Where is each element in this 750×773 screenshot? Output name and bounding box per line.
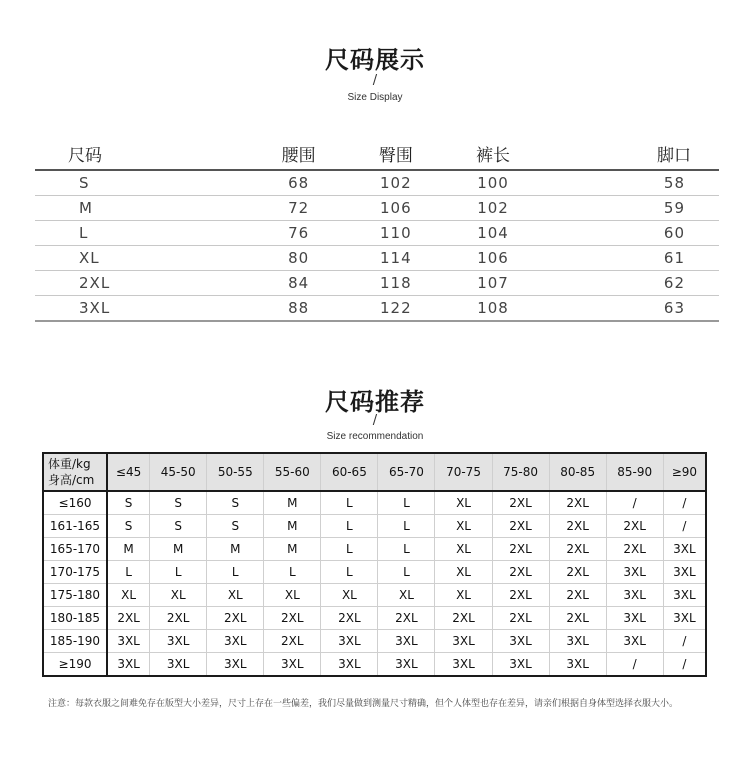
measurement-cell: 102 <box>444 196 541 221</box>
weight-range-header: 80-85 <box>549 453 606 491</box>
measurement-cell: 59 <box>542 196 719 221</box>
measurement-cell: 58 <box>542 170 719 196</box>
recommended-size-cell: L <box>321 515 378 538</box>
measurement-cell: 62 <box>542 271 719 296</box>
weight-range-header: 75-80 <box>492 453 549 491</box>
table-row <box>35 196 719 221</box>
recommended-size-cell: 3XL <box>492 653 549 677</box>
measurement-cell: 63 <box>542 296 719 322</box>
recommended-size-cell: XL <box>378 584 435 607</box>
weight-range-header: 45-50 <box>150 453 207 491</box>
measurement-cell: 84 <box>250 271 347 296</box>
recommendation-header-row <box>43 453 706 491</box>
size-recommendation-slash: / <box>372 413 378 428</box>
height-range-cell: 180-185 <box>43 607 107 630</box>
recommended-size-cell: 2XL <box>378 607 435 630</box>
size-recommendation-table <box>42 452 707 677</box>
measurement-cell: 118 <box>347 271 444 296</box>
weight-range-header: ≤45 <box>107 453 150 491</box>
measurement-cell: 76 <box>250 221 347 246</box>
recommended-size-cell: 3XL <box>606 630 663 653</box>
recommended-size-cell: L <box>378 491 435 515</box>
recommended-size-cell: 2XL <box>207 607 264 630</box>
recommended-size-cell: 2XL <box>549 515 606 538</box>
recommended-size-cell: XL <box>150 584 207 607</box>
recommended-size-cell: 2XL <box>492 515 549 538</box>
recommended-size-cell: S <box>150 491 207 515</box>
recommended-size-cell: L <box>150 561 207 584</box>
recommended-size-cell: 3XL <box>207 630 264 653</box>
measurement-cell: 106 <box>444 246 541 271</box>
size-label-cell: M <box>35 196 250 221</box>
weight-range-header: 85-90 <box>606 453 663 491</box>
height-range-cell: 161-165 <box>43 515 107 538</box>
size-recommendation-title: 尺码推荐 <box>325 388 425 416</box>
measurement-cell: 104 <box>444 221 541 246</box>
recommended-size-cell: 3XL <box>435 630 492 653</box>
measurement-cell: 106 <box>347 196 444 221</box>
table-row <box>35 296 719 322</box>
recommended-size-cell: XL <box>435 491 492 515</box>
recommended-size-cell: S <box>207 491 264 515</box>
corner-header <box>43 453 107 491</box>
recommended-size-cell: 2XL <box>150 607 207 630</box>
recommended-size-cell: 2XL <box>492 607 549 630</box>
measurement-cell: 68 <box>250 170 347 196</box>
recommended-size-cell: 2XL <box>549 491 606 515</box>
display-column-header: 腰围 <box>250 137 347 170</box>
recommended-size-cell: XL <box>435 515 492 538</box>
recommended-size-cell: L <box>207 561 264 584</box>
recommended-size-cell: / <box>663 515 706 538</box>
recommended-size-cell: 3XL <box>264 653 321 677</box>
table-row <box>43 653 706 677</box>
recommended-size-cell: 3XL <box>150 630 207 653</box>
table-row <box>43 584 706 607</box>
recommended-size-cell: L <box>107 561 150 584</box>
recommended-size-cell: 2XL <box>606 515 663 538</box>
measurement-cell: 110 <box>347 221 444 246</box>
recommended-size-cell: L <box>321 538 378 561</box>
measurement-cell: 80 <box>250 246 347 271</box>
recommended-size-cell: / <box>606 491 663 515</box>
measurement-cell: 114 <box>347 246 444 271</box>
size-label-cell: XL <box>35 246 250 271</box>
weight-range-header: 55-60 <box>264 453 321 491</box>
weight-range-header: 65-70 <box>378 453 435 491</box>
recommended-size-cell: 3XL <box>549 630 606 653</box>
recommended-size-cell: 3XL <box>378 653 435 677</box>
recommended-size-cell: L <box>321 491 378 515</box>
recommended-size-cell: 3XL <box>207 653 264 677</box>
recommended-size-cell: M <box>150 538 207 561</box>
table-row <box>43 630 706 653</box>
corner-height-label: 身高/cm <box>48 473 95 487</box>
recommended-size-cell: 2XL <box>549 561 606 584</box>
size-label-cell: 3XL <box>35 296 250 322</box>
recommended-size-cell: 3XL <box>321 630 378 653</box>
table-row <box>43 491 706 515</box>
table-row <box>35 221 719 246</box>
recommended-size-cell: XL <box>435 538 492 561</box>
table-row <box>43 607 706 630</box>
display-column-header: 裤长 <box>444 137 541 170</box>
recommended-size-cell: 3XL <box>606 607 663 630</box>
recommended-size-cell: L <box>321 561 378 584</box>
height-range-cell: 185-190 <box>43 630 107 653</box>
recommended-size-cell: XL <box>207 584 264 607</box>
recommended-size-cell: XL <box>321 584 378 607</box>
display-column-header: 臀围 <box>347 137 444 170</box>
measurement-cell: 60 <box>542 221 719 246</box>
recommended-size-cell: 3XL <box>492 630 549 653</box>
recommended-size-cell: 2XL <box>549 538 606 561</box>
height-range-cell: ≤160 <box>43 491 107 515</box>
height-range-cell: 165-170 <box>43 538 107 561</box>
recommended-size-cell: L <box>378 538 435 561</box>
recommended-size-cell: 3XL <box>150 653 207 677</box>
recommended-size-cell: 2XL <box>492 491 549 515</box>
recommended-size-cell: 2XL <box>264 607 321 630</box>
recommended-size-cell: XL <box>435 561 492 584</box>
size-display-title: 尺码展示 <box>325 46 425 74</box>
measurement-cell: 100 <box>444 170 541 196</box>
recommended-size-cell: 2XL <box>435 607 492 630</box>
corner-weight-label: 体重/kg <box>48 457 91 471</box>
recommended-size-cell: XL <box>264 584 321 607</box>
recommended-size-cell: S <box>150 515 207 538</box>
measurement-cell: 72 <box>250 196 347 221</box>
recommended-size-cell: L <box>264 561 321 584</box>
weight-range-header: ≥90 <box>663 453 706 491</box>
size-display-slash: / <box>372 73 378 88</box>
table-row <box>43 515 706 538</box>
recommended-size-cell: 2XL <box>492 561 549 584</box>
height-range-cell: ≥190 <box>43 653 107 677</box>
recommended-size-cell: 2XL <box>606 538 663 561</box>
size-label-cell: L <box>35 221 250 246</box>
recommended-size-cell: 3XL <box>549 653 606 677</box>
recommended-size-cell: M <box>264 515 321 538</box>
recommended-size-cell: 3XL <box>663 561 706 584</box>
measurement-cell: 61 <box>542 246 719 271</box>
display-column-header: 尺码 <box>35 137 250 170</box>
recommended-size-cell: 3XL <box>107 653 150 677</box>
recommended-size-cell: 2XL <box>492 538 549 561</box>
recommended-size-cell: 3XL <box>606 584 663 607</box>
size-display-subtitle: Size Display <box>347 92 403 103</box>
recommended-size-cell: 3XL <box>663 584 706 607</box>
recommended-size-cell: XL <box>107 584 150 607</box>
recommended-size-cell: 3XL <box>378 630 435 653</box>
recommended-size-cell: M <box>264 538 321 561</box>
recommended-size-cell: L <box>378 515 435 538</box>
recommended-size-cell: 3XL <box>606 561 663 584</box>
recommended-size-cell: 3XL <box>663 538 706 561</box>
recommended-size-cell: XL <box>435 584 492 607</box>
weight-range-header: 70-75 <box>435 453 492 491</box>
measurement-cell: 108 <box>444 296 541 322</box>
recommended-size-cell: / <box>606 653 663 677</box>
recommended-size-cell: S <box>107 515 150 538</box>
weight-range-header: 60-65 <box>321 453 378 491</box>
size-display-table <box>35 137 719 322</box>
recommended-size-cell: / <box>663 630 706 653</box>
size-display-header-row <box>35 137 719 170</box>
recommended-size-cell: 2XL <box>492 584 549 607</box>
recommended-size-cell: 2XL <box>549 607 606 630</box>
table-row <box>43 561 706 584</box>
recommended-size-cell: 2XL <box>107 607 150 630</box>
recommended-size-cell: M <box>207 538 264 561</box>
table-row <box>35 271 719 296</box>
recommended-size-cell: 2XL <box>321 607 378 630</box>
table-row <box>35 246 719 271</box>
recommended-size-cell: M <box>107 538 150 561</box>
recommended-size-cell: 3XL <box>107 630 150 653</box>
recommended-size-cell: M <box>264 491 321 515</box>
recommended-size-cell: 3XL <box>435 653 492 677</box>
recommended-size-cell: 3XL <box>663 607 706 630</box>
measurement-cell: 107 <box>444 271 541 296</box>
measurement-cell: 102 <box>347 170 444 196</box>
size-recommendation-subtitle: Size recommendation <box>326 431 424 442</box>
recommended-size-cell: S <box>207 515 264 538</box>
recommended-size-cell: L <box>378 561 435 584</box>
recommended-size-cell: / <box>663 491 706 515</box>
measurement-cell: 88 <box>250 296 347 322</box>
table-row <box>35 170 719 196</box>
height-range-cell: 170-175 <box>43 561 107 584</box>
disclaimer-note: 注意：每款衣服之间难免存在版型大小差异，尺寸上存在一些偏差，我们尽量做到测量尺寸精确，但个人体型也存在差异，请亲们根据自身体型选择衣服大小。 <box>48 699 679 709</box>
size-label-cell: S <box>35 170 250 196</box>
recommended-size-cell: 2XL <box>264 630 321 653</box>
recommended-size-cell: 2XL <box>549 584 606 607</box>
recommended-size-cell: / <box>663 653 706 677</box>
height-range-cell: 175-180 <box>43 584 107 607</box>
table-row <box>43 538 706 561</box>
measurement-cell: 122 <box>347 296 444 322</box>
recommended-size-cell: 3XL <box>321 653 378 677</box>
size-label-cell: 2XL <box>35 271 250 296</box>
display-column-header: 脚口 <box>542 137 719 170</box>
recommended-size-cell: S <box>107 491 150 515</box>
weight-range-header: 50-55 <box>207 453 264 491</box>
